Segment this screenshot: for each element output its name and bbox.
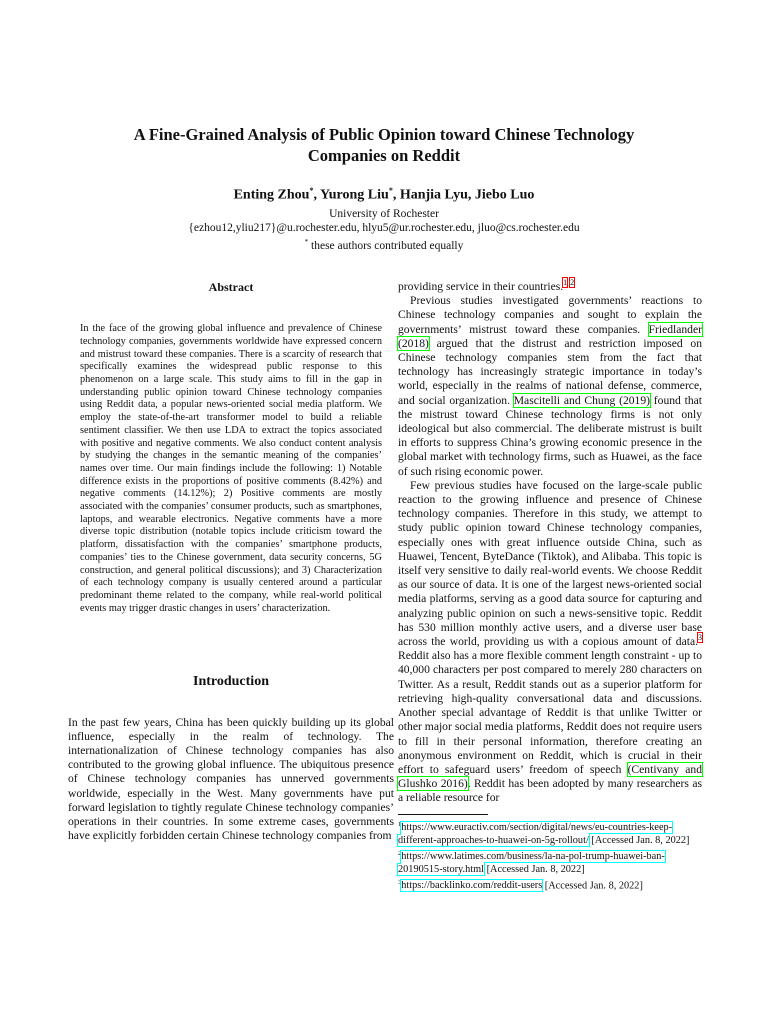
left-column	[68, 280, 394, 843]
paragraph-text: Previous studies investigated governments’ reactions to Chinese technology companies and sought to explain the governments’ mistrust toward these companies.	[398, 294, 702, 336]
footnote-ref-2[interactable]: 2	[570, 278, 575, 288]
footnote-link-1[interactable]: https://www.euractiv.com/section/digital/news/eu-countries-keep-different-approaches-to-huawei-on-5g-rollout/	[398, 821, 673, 846]
footnote-1	[398, 819, 702, 848]
footnote-ref-1[interactable]: 1	[563, 278, 568, 288]
right-column	[398, 280, 702, 893]
citation-friedlander[interactable]: Friedlander (2018)	[398, 322, 702, 350]
abstract-heading: Abstract	[208, 280, 254, 294]
paragraph-text: . Reddit has been adopted by many researchers as a reliable resource for	[398, 777, 702, 805]
footnote-link-2[interactable]: https://www.latimes.com/business/la-na-pol-trump-huawei-ban-20190515-story.html	[398, 850, 665, 875]
paper-title	[60, 124, 708, 166]
footnote-number: 3	[398, 878, 402, 886]
citation-centivany-glushko[interactable]: (Centivany and Glushko 2016)	[398, 762, 703, 791]
intro-paragraph-continued	[398, 280, 702, 294]
footnote-number: 1	[398, 820, 402, 828]
paper-header	[60, 124, 708, 252]
author-emails: {ezhou12,yliu217}@u.rochester.edu, hlyu5@ur.rochester.edu, jluo@cs.rochester.edu	[188, 221, 580, 234]
footnote-ref-3[interactable]: 3	[698, 633, 702, 643]
intro-paragraph-1: In the past few years, China has been quickly building up its global influence, especially in the realm of technology. The internationalization of Chinese technology companies has also contributed to the growing global influence. The ubiquitous presence of Chinese technology companies has unnerved governments worldwide, especially in the West. Many governments have put forward legislation to tightly regulate Chinese technology companies’ operations in their countries. In some extreme cases, governments have explicitly forbidden certain Chinese technology companies from	[68, 715, 394, 843]
introduction-heading: Introduction	[193, 674, 269, 690]
equal-contribution-mark: *	[388, 186, 393, 195]
footnote-2	[398, 848, 702, 877]
title-line-2: Companies on Reddit	[307, 146, 461, 165]
footnote-divider	[398, 814, 488, 815]
paragraph-text: argued that the distrust and restriction imposed on Chinese technology companies stem from the fact that technology has increasingly strategic importance in today’s world, especially in the realms of national defense, commerce, and social organization.	[398, 336, 702, 407]
author-1: Enting Zhou	[233, 187, 310, 203]
footnote-access-date: [Accessed Jan. 8, 2022]	[588, 834, 690, 846]
paragraph-text: providing service in their countries.	[398, 280, 564, 293]
paragraph-text: Reddit also has a more flexible comment length constraint - up to 40,000 characters per post compared to merely 280 characters on Twitter. As a result, Reddit stands out as a superior platform for retrieving high-quality conversational data and discussions. Another special advantage of Reddit is that unlike Twitter or other major social media platforms, Reddit does not require users to fill in their personal information, therefore creating an anonymous environment on Reddit, which is crucial in their effort to safeguard users’ freedom of speech	[398, 649, 702, 776]
author-2: Yurong Liu	[319, 187, 389, 203]
affiliation: University of Rochester	[329, 207, 439, 220]
intro-paragraph-2	[398, 294, 702, 479]
equal-contribution-mark: *	[304, 237, 309, 246]
paragraph-text: Few previous studies have focused on the large-scale public reaction to the growing influence and presence of Chinese technology companies. Therefore in this study, we attempt to study public opinion toward Chinese technology companies, especially ones with great influence outside China, such as Huawei, Tencent, ByteDance (Tiktok), and Alibaba. This topic is itself very sensitive to daily real-world events. We choose Reddit as our source of data. It is one of the largest news-oriented social media platforms, serving as a good data source for capturing and analyzing public opinion on such a news-sensitive topic. Reddit has 530 million monthly active users, and a diverse user base across the world, providing us with a copious amount of data.	[398, 478, 702, 649]
citation-mascitelli-chung[interactable]: Mascitelli and Chung (2019)	[513, 393, 651, 407]
author-3-4: Hanjia Lyu, Jiebo Luo	[399, 187, 535, 203]
title-line-1: A Fine-Grained Analysis of Public Opinion toward Chinese Technology	[133, 125, 635, 144]
footnote-number: 2	[398, 849, 402, 857]
footnote-link-3[interactable]: https://backlinko.com/reddit-users	[401, 879, 543, 891]
paragraph-text: found that the mistrust toward Chinese technology firms is not only ideological but also commercial. The deliberate mistrust is built in efforts to suppress China’s growing economic presence in the global market with technology firms, such as Huawei, as the face of such rising economic power.	[398, 393, 702, 478]
equal-contribution-note	[60, 235, 708, 253]
abstract-text: In the face of the growing global influence and prevalence of Chinese technology companies, governments worldwide have expressed concern and mistrust toward these companies. There is a scarcity of research that specifically examines the widespread public response to this phenomenon on a large scale. This study aims to fill in the gap in understanding public opinion toward Chinese technology companies using Reddit data, a popular news-oriented social media platform. We employ the state-of-the-art transformer model to build a reliable sentiment classifier. We then use LDA to extract the topics associated with positive and negative comments. We also conduct content analysis by studying the changes in the semantic meaning of the companies’ names over time. Our main findings include the following: 1) Notable difference exists in the proportions of positive comments (8.42%) and negative comments (14.12%); 2) Positive comments are mostly associated with the companies’ consumer products, such as smartphones, laptops, and wearable electronics. Negative comments have a more diverse topic distribution (notable topics include criticism toward the platform, dissatisfaction with the companies’ smartphone products, companies’ ties to the Chinese government, data security concerns, 5G construction, and general political discussions); and 3) Characterization of each technology company is usually centered around a particular predominant theme related to the company, while real-world political events may trigger drastic changes in users’ characterization.	[80, 323, 382, 614]
footnote-access-date: [Accessed Jan. 8, 2022]	[542, 879, 643, 891]
author-list: Enting Zhou*, Yurong Liu*, Hanjia Lyu, Jiebo Luo	[233, 186, 535, 203]
intro-paragraph-3	[398, 479, 702, 806]
footnote-access-date: [Accessed Jan. 8, 2022]	[484, 863, 585, 875]
equal-contribution-mark: *	[309, 186, 314, 195]
equal-contribution-text: these authors contributed equally	[308, 239, 464, 252]
footnote-3	[398, 877, 702, 893]
